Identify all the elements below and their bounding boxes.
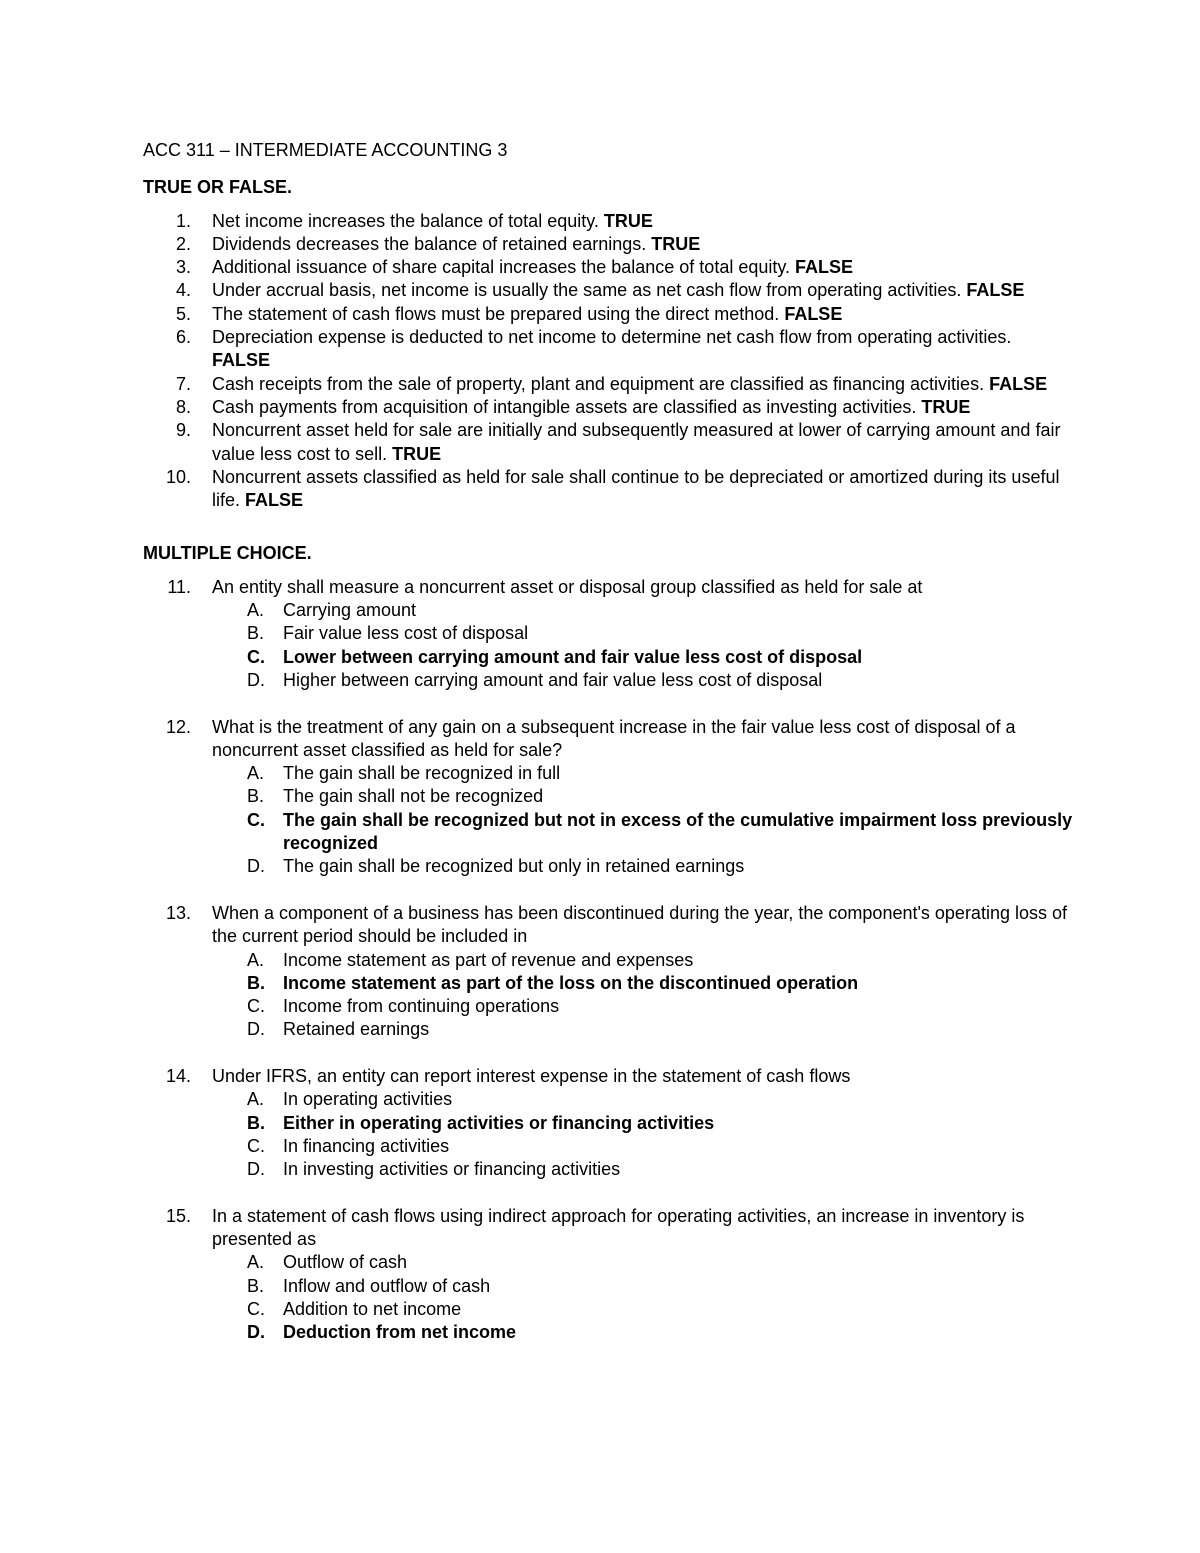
answer-label: TRUE (921, 396, 971, 417)
choice-text: Income statement as part of the loss on the discontinued operation (283, 972, 859, 993)
question-text: Under accrual basis, net income is usually the same as net cash flow from operating activities. (212, 280, 967, 301)
tf-question (143, 419, 1073, 466)
choice-letter: C. (247, 996, 265, 1017)
choice-text: The gain shall be recognized but only in retained earnings (283, 856, 745, 877)
answer-choice (143, 1112, 1073, 1135)
choice-text: Lower between carrying amount and fair value less cost of disposal (283, 646, 863, 667)
document-title: ACC 311 – INTERMEDIATE ACCOUNTING 3 (143, 140, 508, 160)
question-text: Net income increases the balance of total equity. (212, 210, 604, 231)
question-number: 11. (167, 576, 191, 597)
tf-question (143, 210, 1073, 233)
question-number: 1. (175, 210, 191, 231)
answer-label: FALSE (212, 350, 271, 371)
choice-letter: D. (247, 1322, 265, 1343)
choice-list (212, 1251, 1073, 1344)
answer-label: TRUE (392, 443, 442, 464)
choice-letter: D. (247, 669, 265, 690)
answer-label: TRUE (603, 210, 653, 231)
answer-label: FALSE (795, 257, 854, 278)
choice-letter: C. (247, 809, 265, 830)
question-text: Dividends decreases the balance of retained earnings. (212, 233, 652, 254)
question-text: Cash payments from acquisition of intangible assets are classified as investing activities. (212, 396, 922, 417)
answer-choice (143, 785, 1073, 808)
choice-text: In financing activities (283, 1135, 450, 1156)
choice-text: In operating activities (283, 1089, 453, 1110)
choice-list (212, 1088, 1073, 1181)
choice-letter: A. (247, 949, 265, 970)
choice-text: Outflow of cash (283, 1252, 408, 1273)
question-text: Noncurrent asset held for sale are initially and subsequently measured at lower of carrying amount and fair value less cost to sell. (212, 420, 1061, 464)
answer-choice (143, 1321, 1073, 1344)
choice-text: Higher between carrying amount and fair value less cost of disposal (283, 669, 823, 690)
tf-question (143, 233, 1073, 256)
question-text: In a statement of cash flows using indirect approach for operating activities, an increase in inventory is presented as (212, 1205, 1025, 1250)
true-false-list (143, 210, 1073, 513)
choice-list (212, 949, 1073, 1042)
answer-choice (143, 1088, 1073, 1111)
choice-letter: C. (247, 1298, 265, 1319)
answer-label: TRUE (651, 233, 701, 254)
tf-question (143, 466, 1073, 513)
document-page (143, 139, 1073, 1368)
choice-text: The gain shall be recognized in full (283, 763, 561, 784)
choice-letter: B. (247, 623, 265, 644)
choice-text: Either in operating activities or financing activities (283, 1112, 715, 1133)
question-text: Depreciation expense is deducted to net income to determine net cash flow from operating activities. (212, 327, 1012, 348)
choice-text: Carrying amount (283, 600, 417, 621)
choice-letter: C. (247, 646, 265, 667)
choice-text: The gain shall not be recognized (283, 786, 544, 807)
mc-question (143, 902, 1073, 1042)
choice-letter: A. (247, 600, 265, 621)
answer-choice (143, 646, 1073, 669)
choice-letter: A. (247, 1252, 265, 1273)
question-number: 14. (165, 1065, 191, 1086)
choice-letter: B. (247, 1275, 265, 1296)
answer-choice (143, 855, 1073, 878)
answer-choice (143, 949, 1073, 972)
answer-label: FALSE (989, 373, 1048, 394)
tf-question (143, 373, 1073, 396)
tf-question (143, 326, 1073, 373)
choice-text: In investing activities or financing activities (283, 1159, 621, 1180)
mc-question (143, 716, 1073, 879)
choice-letter: B. (247, 786, 265, 807)
tf-question (143, 303, 1073, 326)
choice-text: Addition to net income (283, 1298, 462, 1319)
choice-letter: D. (247, 1159, 265, 1180)
answer-choice (143, 1251, 1073, 1274)
question-number: 13. (165, 902, 191, 923)
answer-choice (143, 622, 1073, 645)
tf-question (143, 396, 1073, 419)
multiple-choice-heading: MULTIPLE CHOICE. (143, 543, 312, 564)
choice-list (212, 599, 1073, 692)
question-text: Under IFRS, an entity can report interest expense in the statement of cash flows (212, 1065, 851, 1086)
choice-text: Fair value less cost of disposal (283, 623, 529, 644)
answer-label: FALSE (245, 490, 304, 511)
choice-list (212, 762, 1073, 878)
answer-choice (143, 762, 1073, 785)
question-text: An entity shall measure a noncurrent asset or disposal group classified as held for sale at (212, 576, 923, 597)
true-false-heading: TRUE OR FALSE. (143, 177, 293, 198)
answer-choice (143, 599, 1073, 622)
question-number: 9. (175, 420, 191, 441)
choice-letter: B. (247, 972, 265, 993)
question-number: 3. (175, 257, 191, 278)
answer-label: FALSE (784, 303, 843, 324)
answer-choice (143, 995, 1073, 1018)
answer-choice (143, 669, 1073, 692)
question-number: 10. (165, 466, 191, 487)
mc-question (143, 576, 1073, 692)
mc-question (143, 1205, 1073, 1345)
choice-text: The gain shall be recognized but not in excess of the cumulative impairment loss previously recognized (283, 809, 1073, 854)
answer-choice (143, 972, 1073, 995)
multiple-choice-list (143, 576, 1073, 1345)
question-text: The statement of cash flows must be prepared using the direct method. (212, 303, 785, 324)
answer-choice (143, 1018, 1073, 1041)
tf-question (143, 279, 1073, 302)
question-text: When a component of a business has been discontinued during the year, the component's operating loss of the current period should be included in (212, 902, 1067, 947)
choice-text: Retained earnings (283, 1019, 430, 1040)
question-number: 8. (175, 396, 191, 417)
choice-text: Deduction from net income (283, 1322, 517, 1343)
choice-letter: A. (247, 1089, 265, 1110)
question-text: Noncurrent assets classified as held for sale shall continue to be depreciated or amortized during its useful life. (212, 466, 1060, 511)
choice-text: Inflow and outflow of cash (283, 1275, 491, 1296)
answer-choice (143, 809, 1073, 856)
question-number: 2. (175, 233, 191, 254)
question-number: 4. (175, 280, 191, 301)
choice-letter: C. (247, 1135, 265, 1156)
tf-question (143, 256, 1073, 279)
answer-choice (143, 1298, 1073, 1321)
answer-choice (143, 1158, 1073, 1181)
choice-text: Income from continuing operations (283, 996, 560, 1017)
question-text: Additional issuance of share capital increases the balance of total equity. (212, 257, 796, 278)
choice-text: Income statement as part of revenue and expenses (283, 949, 694, 970)
choice-letter: A. (247, 763, 265, 784)
answer-label: FALSE (966, 280, 1025, 301)
question-text: Cash receipts from the sale of property, plant and equipment are classified as financing activities. (212, 373, 990, 394)
question-number: 5. (175, 303, 191, 324)
question-number: 15. (165, 1205, 191, 1226)
choice-letter: B. (247, 1112, 265, 1133)
mc-question (143, 1065, 1073, 1181)
question-number: 6. (175, 327, 191, 348)
question-number: 12. (165, 716, 191, 737)
answer-choice (143, 1275, 1073, 1298)
choice-letter: D. (247, 856, 265, 877)
question-text: What is the treatment of any gain on a subsequent increase in the fair value less cost of disposal of a noncurrent asset classified as held for sale? (212, 716, 1016, 760)
question-number: 7. (175, 373, 191, 394)
answer-choice (143, 1135, 1073, 1158)
choice-letter: D. (247, 1019, 265, 1040)
